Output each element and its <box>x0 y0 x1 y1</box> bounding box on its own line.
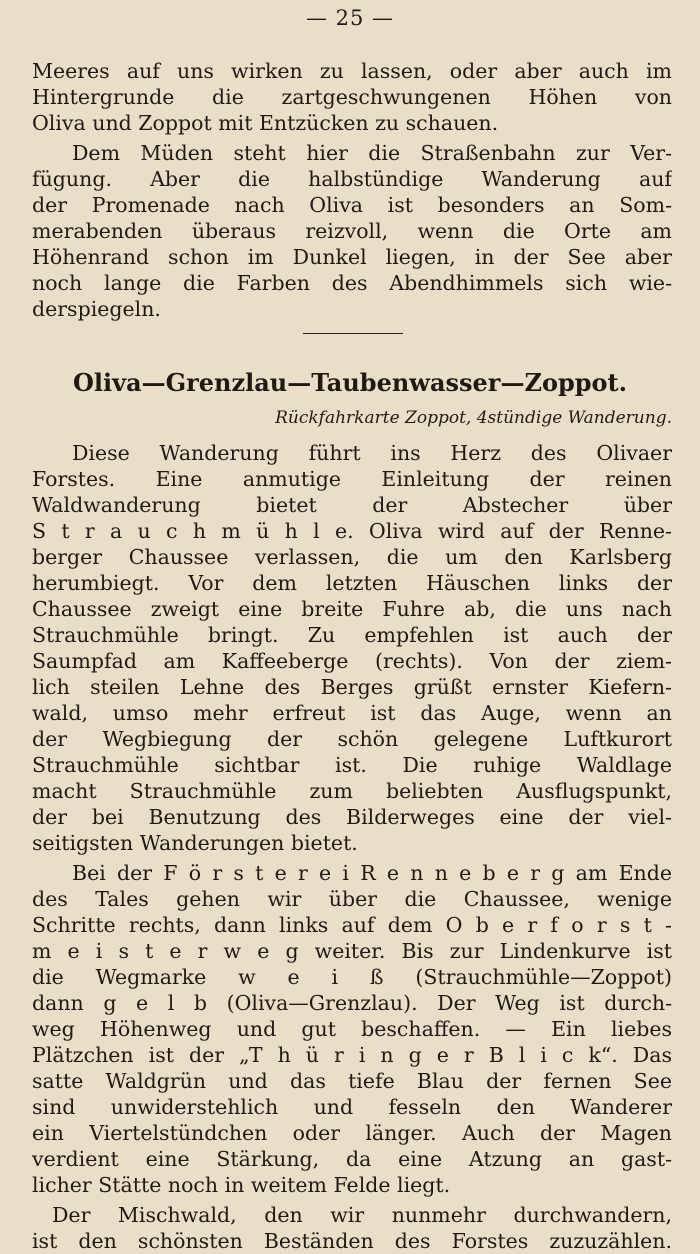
text-line: satte Waldgrün und das tiefe Blau der fernen See <box>32 1069 672 1093</box>
text-line: Meeres auf uns wirken zu lassen, oder aber auch im <box>32 59 672 83</box>
text-line: Strauchmühle bringt. Zu empfehlen ist auch der <box>32 623 672 647</box>
text-line: die Wegmarke w e i ß (Strauchmühle—Zoppot) <box>32 965 672 989</box>
text-line: noch lange die Farben des Abendhimmels sich wie- <box>32 271 672 295</box>
text-line: m e i s t e r w e g weiter. Bis zur Lindenkurve ist <box>32 939 672 963</box>
text-line: Plätzchen ist der „T h ü r i n g e r B l i c k“. Das <box>32 1043 672 1067</box>
text-line: verdient eine Stärkung, da eine Atzung an gast- <box>32 1147 672 1171</box>
section-divider <box>303 333 403 334</box>
text-line: Strauchmühle sichtbar ist. Die ruhige Waldlage <box>32 753 672 777</box>
text-line: S t r a u c h m ü h l e. Oliva wird auf der Renne- <box>32 519 672 543</box>
text-line: Diese Wanderung führt ins Herz des Olivaer <box>72 441 672 465</box>
text-line: merabenden überaus reizvoll, wenn die Orte am <box>32 219 672 243</box>
text-line: seitigsten Wanderungen bietet. <box>32 831 358 855</box>
text-line: Saumpfad am Kaffeeberge (rechts). Von der ziem- <box>32 649 672 673</box>
text-line: Höhenrand schon im Dunkel liegen, in der See aber <box>32 245 672 269</box>
text-line: Chaussee zweigt eine breite Fuhre ab, die uns nach <box>32 597 672 621</box>
text-line: der Wegbiegung der schön gelegene Luftkurort <box>32 727 672 751</box>
text-line: weg Höhenweg und gut beschaffen. — Ein liebes <box>32 1017 672 1041</box>
text-line: herumbiegt. Vor dem letzten Häuschen links der <box>32 571 672 595</box>
text-line: wald, umso mehr erfreut ist das Auge, wenn an <box>32 701 672 725</box>
text-line: lich steilen Lehne des Berges grüßt ernster Kiefern- <box>32 675 672 699</box>
text-line: ist den schönsten Beständen des Forstes zuzuzählen. <box>32 1229 672 1253</box>
text-line: berger Chaussee verlassen, die um den Karlsberg <box>32 545 672 569</box>
text-line: Oliva und Zoppot mit Entzücken zu schauen. <box>32 111 499 135</box>
page-number: — 25 — <box>305 6 395 30</box>
text-line: sind unwiderstehlich und fesseln den Wanderer <box>32 1095 672 1119</box>
text-line: licher Stätte noch in weitem Felde liegt. <box>32 1173 451 1197</box>
text-line: Waldwanderung bietet der Abstecher über <box>32 493 672 517</box>
text-line: dann g e l b (Oliva—Grenzlau). Der Weg ist durch- <box>32 991 672 1015</box>
text-line: des Tales gehen wir über die Chaussee, wenige <box>32 887 672 911</box>
section-title: Oliva—Grenzlau—Taubenwasser—Zoppot. <box>73 368 627 397</box>
text-line: Hintergrunde die zartgeschwungenen Höhen von <box>32 85 672 109</box>
text-line: Bei der F ö r s t e r e i R e n n e b e r g am Ende <box>72 861 672 885</box>
text-line: fügung. Aber die halbstündige Wanderung auf <box>32 167 672 191</box>
text-line: macht Strauchmühle zum beliebten Ausflugspunkt, <box>32 779 672 803</box>
text-line: derspiegeln. <box>32 297 161 321</box>
text-line: Schritte rechts, dann links auf dem O b e r f o r s t - <box>32 913 672 937</box>
text-line: der bei Benutzung des Bilderweges eine der viel- <box>32 805 672 829</box>
text-line: Der Mischwald, den wir nunmehr durchwandern, <box>52 1203 672 1227</box>
text-line: ein Viertelstündchen oder länger. Auch der Magen <box>32 1121 672 1145</box>
section-subtitle: Rückfahrkarte Zoppot, 4stündige Wanderung. <box>275 408 672 428</box>
text-line: Dem Müden steht hier die Straßenbahn zur Ver- <box>72 141 672 165</box>
text-line: Forstes. Eine anmutige Einleitung der reinen <box>32 467 672 491</box>
text-line: der Promenade nach Oliva ist besonders an Som- <box>32 193 672 217</box>
